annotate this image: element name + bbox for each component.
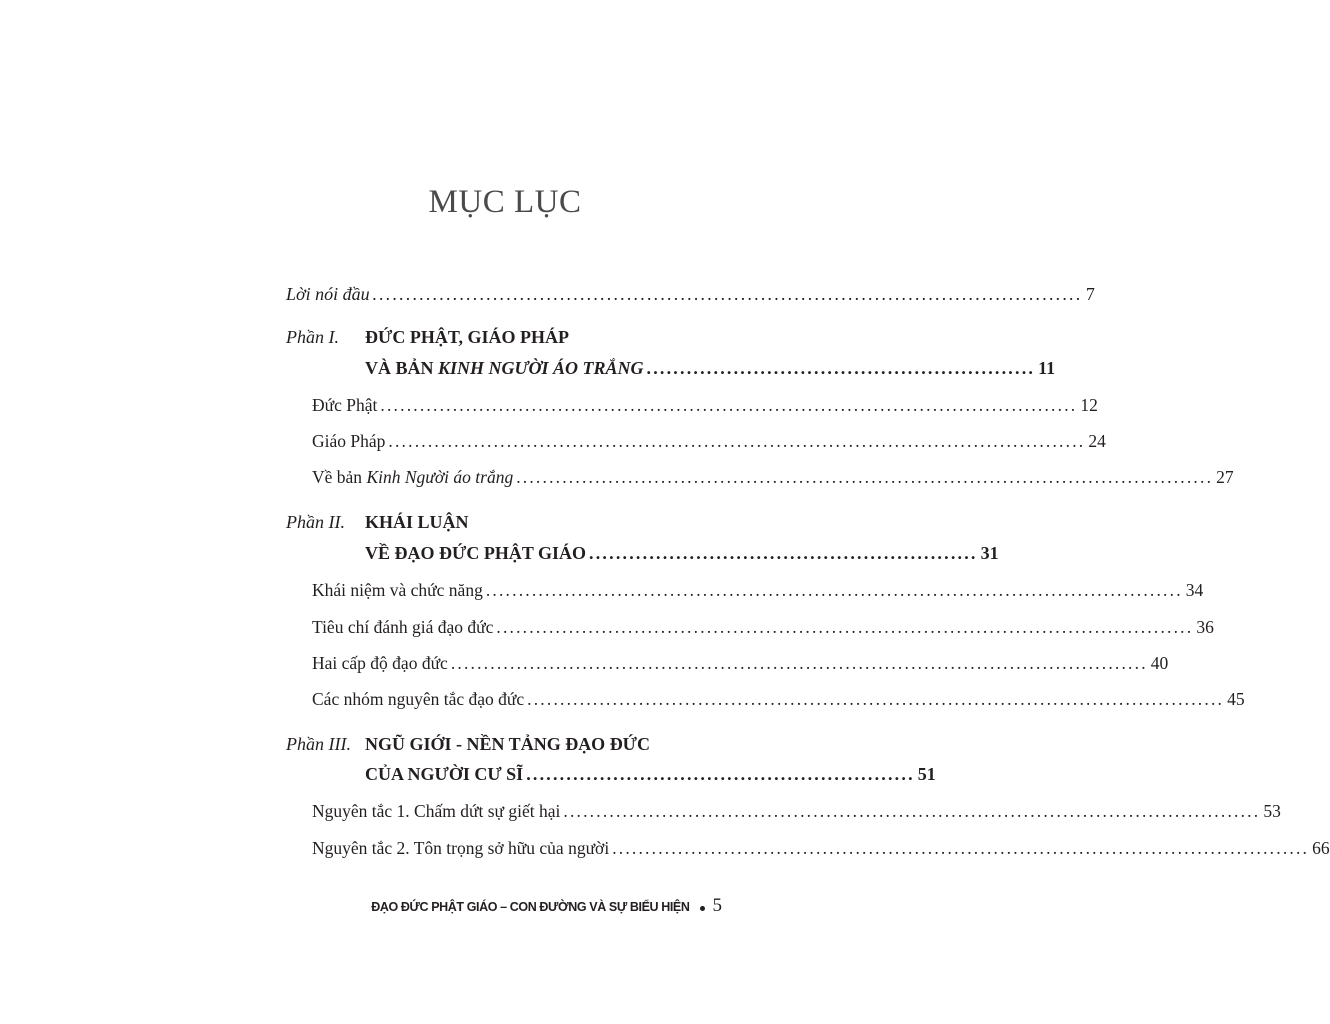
- toc-page-number: 31: [980, 543, 999, 563]
- toc-entry: [312, 395, 1098, 416]
- toc-page-number: 51: [917, 764, 936, 784]
- toc-entry: [312, 467, 1234, 488]
- toc-entry: [312, 431, 1106, 452]
- toc-entry-label: Nguyên tắc 1. Chấm dứt sự giết hại: [312, 801, 561, 821]
- dot-leader: ..........................................................................................................: [380, 395, 1078, 415]
- toc-entry-label: Tiêu chí đánh giá đạo đức: [312, 617, 494, 637]
- dot-leader: ..........................................................................................................: [516, 467, 1214, 487]
- part-heading-line1: KHÁI LUẬN: [365, 512, 469, 532]
- toc-page-number: 11: [1038, 358, 1056, 378]
- toc-entry-italic: Kinh Người áo trắng: [366, 467, 514, 487]
- toc-entry-label: Hai cấp độ đạo đức: [312, 653, 448, 673]
- part-heading-text: [365, 358, 644, 379]
- toc-page-number: 66: [1312, 838, 1330, 858]
- part-label: Phần I.: [286, 327, 339, 347]
- dot-leader: ..........................................................: [646, 358, 1036, 378]
- part-heading-line1: NGŨ GIỚI - NỀN TẢNG ĐẠO ĐỨC: [365, 734, 651, 754]
- toc-entry-label: Các nhóm nguyên tắc đạo đức: [312, 689, 525, 709]
- dot-leader: ..........................................................................................................: [496, 617, 1194, 637]
- dot-leader: ..........................................................................................................: [450, 653, 1148, 673]
- toc-entry: [312, 801, 1281, 822]
- dot-leader: ..........................................................................................................: [388, 431, 1086, 451]
- part-heading-line1: ĐỨC PHẬT, GIÁO PHÁP: [365, 327, 569, 347]
- part-heading-line2: [365, 358, 1056, 379]
- toc-entry: [312, 617, 1214, 638]
- toc-page-number: 45: [1227, 689, 1245, 709]
- part-heading-prefix: VÀ BẢN: [365, 358, 439, 378]
- toc-entry-preface: [286, 284, 1095, 305]
- running-footer: [370, 895, 722, 917]
- part-label: Phần III.: [286, 734, 351, 754]
- part-heading-text: CỦA NGƯỜI CƯ SĨ: [365, 764, 524, 784]
- part-heading-line2: [365, 543, 999, 564]
- bullet-icon: [700, 906, 705, 911]
- page-title: MỤC LỤC: [428, 184, 582, 220]
- toc-entry-label: [312, 467, 513, 488]
- dot-leader: ..........................................................................................................: [527, 689, 1225, 709]
- toc-entry-label: Khái niệm và chức năng: [312, 580, 483, 600]
- toc-entry: [312, 838, 1330, 859]
- toc-page-number: 27: [1216, 467, 1234, 487]
- toc-entry-label: Lời nói đầu: [286, 284, 370, 304]
- toc-page-number: 53: [1263, 801, 1281, 821]
- part-heading-line2: [365, 764, 936, 785]
- dot-leader: ..........................................................................................................: [485, 580, 1183, 600]
- toc-entry: [312, 689, 1245, 710]
- toc-page-number: 36: [1196, 617, 1214, 637]
- dot-leader: ..........................................................................................................: [563, 801, 1261, 821]
- toc-page-number: 12: [1080, 395, 1098, 415]
- dot-leader: ..........................................................................................................: [612, 838, 1310, 858]
- toc-page-number: 34: [1185, 580, 1204, 600]
- toc-entry-prefix: Về bản: [312, 467, 367, 487]
- dot-leader: ..........................................................: [526, 764, 915, 784]
- part-label: Phần II.: [286, 512, 345, 532]
- toc-entry-label: Nguyên tắc 2. Tôn trọng sở hữu của người: [312, 838, 610, 858]
- part-heading-italic: KINH NGƯỜI ÁO TRẮNG: [438, 358, 644, 378]
- toc-entry-label: Đức Phật: [312, 395, 378, 415]
- toc-entry-label: Giáo Pháp: [312, 431, 386, 451]
- page-number: 5: [712, 895, 722, 916]
- dot-leader: ..........................................................: [589, 543, 978, 563]
- toc-page-number: 40: [1150, 653, 1169, 673]
- part-heading-text: VỀ ĐẠO ĐỨC PHẬT GIÁO: [365, 543, 587, 563]
- running-footer-title: ĐẠO ĐỨC PHẬT GIÁO – CON ĐƯỜNG VÀ SỰ BIỂU HIỆN: [371, 900, 690, 914]
- dot-leader: ..........................................................................................................: [372, 284, 1083, 304]
- toc-entry: [312, 580, 1204, 601]
- toc-page-number: 24: [1088, 431, 1106, 451]
- toc-page-number: 7: [1085, 284, 1095, 304]
- toc-entry: [312, 653, 1169, 674]
